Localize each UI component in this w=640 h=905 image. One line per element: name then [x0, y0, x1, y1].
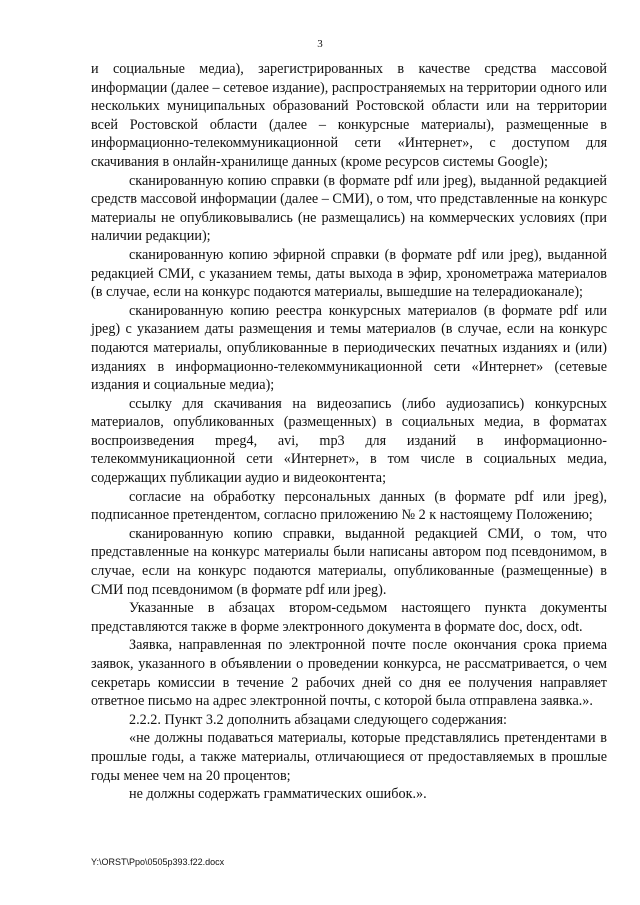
paragraph-8: Указанные в абзацах втором-седьмом настоящего пункта документы представляются также в форме электронного документа в формате doc, docx, odt.: [91, 600, 607, 635]
paragraph-2: сканированную копию справки (в формате pdf или jpeg), выданной редакцией средств массовой информации (далее – СМИ), о том, что представленные на конкурс материалы не опубликовывались (не размещались) на коммерческих условиях (при наличии редакции);: [91, 172, 607, 245]
paragraph-10: 2.2.2. Пункт 3.2 дополнить абзацами следующего содержания:: [129, 711, 507, 728]
paragraph-6: согласие на обработку персональных данных (в формате pdf или jpeg), подписанное претендентом, согласно приложению № 2 к настоящему Положению;: [91, 488, 607, 524]
file-path-footer: Y:\ORST\Ppo\0505p393.f22.docx: [91, 857, 225, 867]
document-body: [91, 60, 607, 804]
paragraph-7: сканированную копию справки, выданной редакцией СМИ, о том, что представленные на конкурс материалы были написаны автором под псевдонимом, в случае, если на конкурс подаются материалы, опубликованные (размещенные) в СМИ под псевдонимом (в формате pdf или jpeg).: [91, 525, 607, 598]
page-number: 3: [317, 38, 323, 50]
paragraph-4: сканированную копию реестра конкурсных материалов (в формате pdf или jpeg) с указанием даты размещения и темы материалов (в случае, если на конкурс подаются материалы, опубликованные в периодических печатных изданиях и (или) изданиях в информационно-телекоммуникационной сети «Интернет» (сетевые издания и социальные медиа);: [91, 302, 607, 394]
paragraph-1: и социальные медиа), зарегистрированных в качестве средства массовой информации (далее – сетевое издание), распространяемых на территории одного или нескольких муниципальных образований Ростовской области или на территории всей Ростовской области (далее – конкурсные материалы), размещенные в информационно-телекоммуникационной сети «Интернет», с доступом для скачивания в онлайн-хранилище данных (кроме ресурсов системы Google);: [91, 61, 607, 170]
paragraph-5: ссылку для скачивания на видеозапись (либо аудиозапись) конкурсных материалов, опубликованных (размещенных) в социальных медиа, в форматах воспроизведения mpeg4, avi, mp3 для изданий в информационно-телекоммуникационной сети «Интернет», в том числе в социальных медиа, содержащих публикации аудио и видеоконтента;: [91, 395, 607, 487]
paragraph-12: не должны содержать грамматических ошибок.».: [129, 786, 427, 803]
paragraph-11: «не должны подаваться материалы, которые представлялись претендентами в прошлые годы, а также материалы, отличающиеся от предоставляемых в прошлые годы менее чем на 20 процентов;: [91, 730, 607, 784]
paragraph-3: сканированную копию эфирной справки (в формате pdf или jpeg), выданной редакцией СМИ, с указанием темы, даты выхода в эфир, хронометража материалов (в случае, если на конкурс подаются материалы, вышедшие на телерадиоканале);: [91, 246, 607, 301]
paragraph-9: Заявка, направленная по электронной почте после окончания срока приема заявок, указанного в объявлении о проведении конкурса, не рассматривается, о чем секретарь комиссии в течение 2 рабочих дней со дня ее получения направляет ответное письмо на адрес электронной почты, с которой была отправлена заявка.».: [91, 637, 607, 710]
